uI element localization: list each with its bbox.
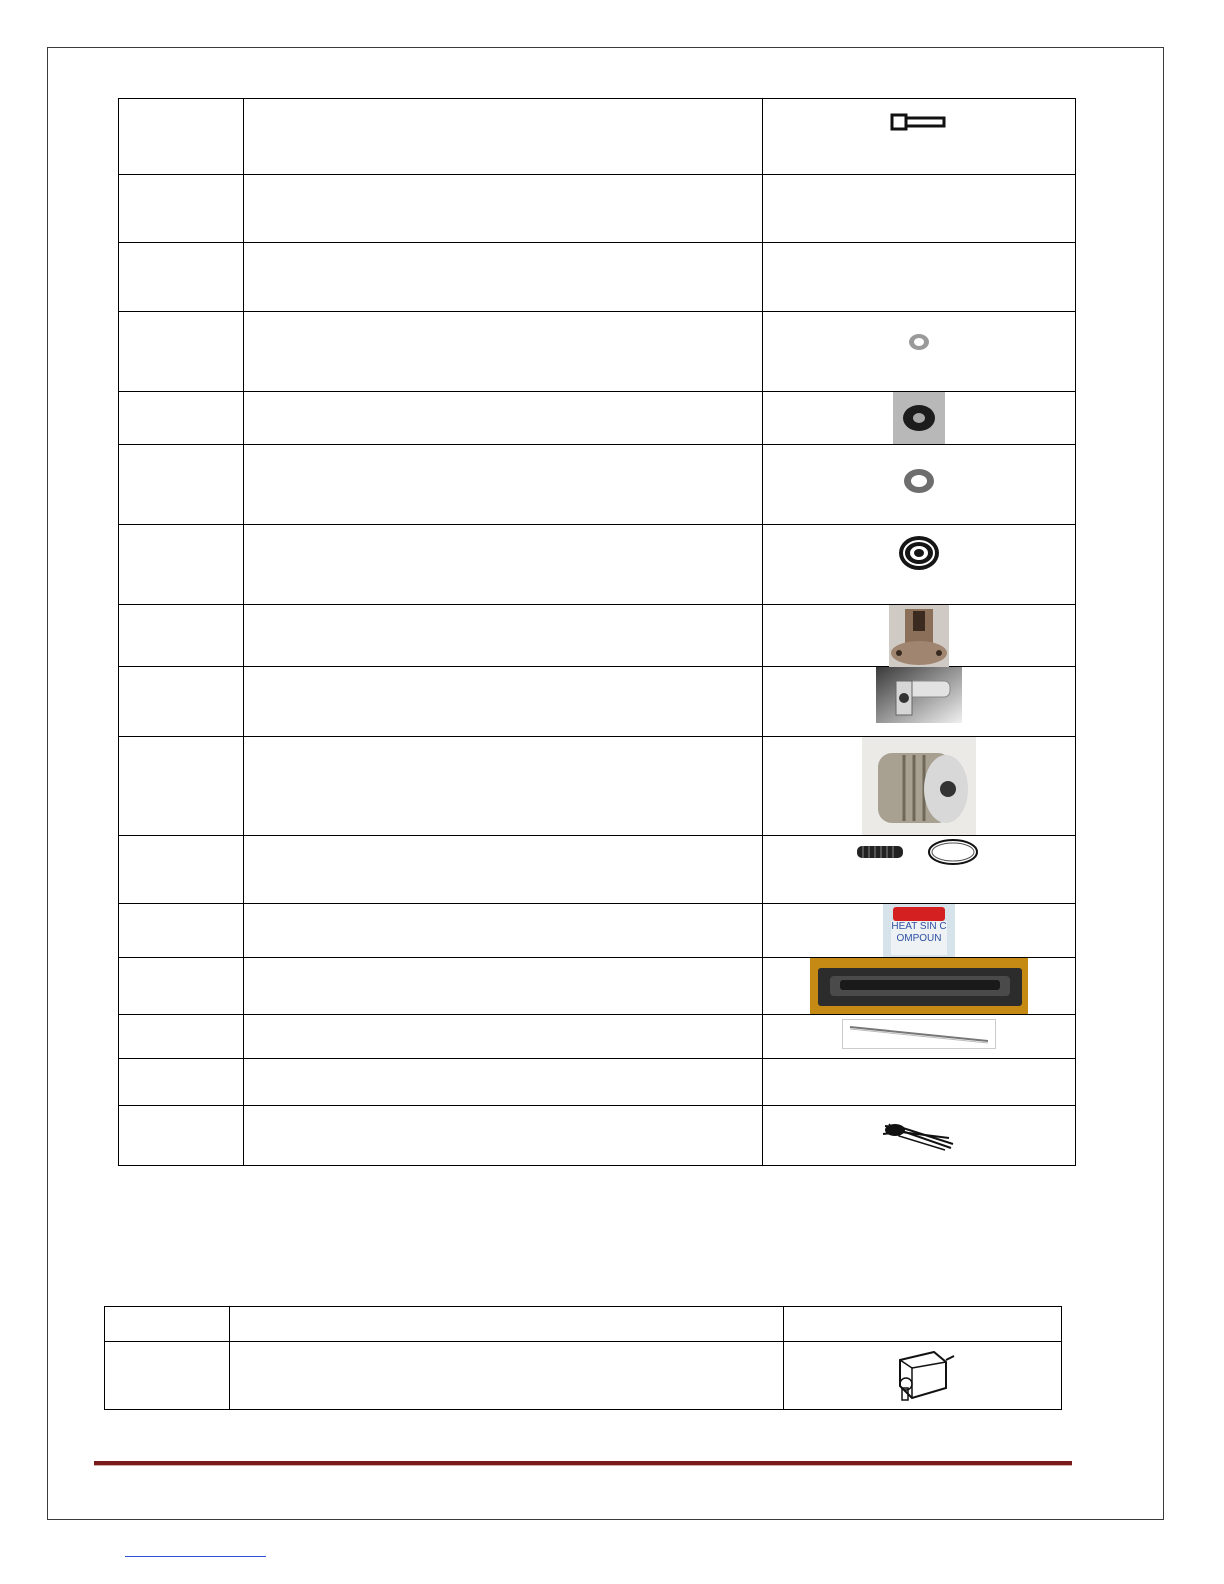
bearing-icon xyxy=(896,531,942,573)
table-row xyxy=(119,1059,1076,1106)
rod-photo-icon xyxy=(842,1019,996,1049)
picture-cell xyxy=(763,99,1076,175)
picture-cell xyxy=(784,1342,1062,1410)
shaft-coupler-photo-icon xyxy=(862,737,976,835)
picture-cell xyxy=(784,1307,1062,1342)
picture-cell xyxy=(763,904,1076,958)
description-cell xyxy=(244,445,763,525)
description-cell xyxy=(244,312,763,392)
item-number-cell xyxy=(119,904,244,958)
table-row xyxy=(119,605,1076,667)
item-number-cell xyxy=(119,99,244,175)
picture-cell xyxy=(763,243,1076,312)
description-cell xyxy=(244,667,763,737)
item-number-cell xyxy=(119,667,244,737)
table-row xyxy=(119,99,1076,175)
small-washer-icon xyxy=(907,332,931,352)
flat-washer-icon xyxy=(902,467,936,495)
spring-and-ring-icon xyxy=(855,838,983,868)
item-number-cell xyxy=(119,958,244,1015)
table-row xyxy=(119,1106,1076,1166)
item-number-cell xyxy=(105,1307,230,1342)
description-cell xyxy=(244,525,763,605)
table-row xyxy=(119,525,1076,605)
description-cell xyxy=(230,1307,784,1342)
picture-cell xyxy=(763,1059,1076,1106)
description-cell xyxy=(244,737,763,836)
picture-cell xyxy=(763,737,1076,836)
item-number-cell xyxy=(119,1015,244,1059)
item-number-cell xyxy=(105,1342,230,1410)
description-cell xyxy=(244,243,763,312)
parts-table xyxy=(118,98,1076,1166)
table-row xyxy=(119,904,1076,958)
picture-cell xyxy=(763,175,1076,243)
description-cell xyxy=(244,904,763,958)
item-number-cell xyxy=(119,175,244,243)
item-number-cell xyxy=(119,312,244,392)
picture-cell xyxy=(763,836,1076,904)
footer-rule xyxy=(94,1461,1072,1466)
item-number-cell xyxy=(119,1106,244,1166)
description-cell xyxy=(230,1342,784,1410)
table-row xyxy=(119,836,1076,904)
cable-ties-icon xyxy=(879,1118,959,1152)
description-cell xyxy=(244,958,763,1015)
linear-bearing-photo-icon xyxy=(876,667,962,723)
description-cell xyxy=(244,392,763,445)
description-cell xyxy=(244,836,763,904)
magnet-strip-photo-icon xyxy=(810,958,1028,1014)
item-number-cell xyxy=(119,445,244,525)
stepper-motor-icon xyxy=(890,1346,956,1404)
table-row xyxy=(119,445,1076,525)
item-number-cell xyxy=(119,1059,244,1106)
picture-cell xyxy=(763,1015,1076,1059)
picture-cell xyxy=(763,445,1076,525)
description-cell xyxy=(244,99,763,175)
flange-nut-photo-icon xyxy=(889,605,949,667)
description-cell xyxy=(244,1015,763,1059)
item-number-cell xyxy=(119,525,244,605)
picture-cell xyxy=(763,605,1076,667)
item-number-cell xyxy=(119,243,244,312)
table-row xyxy=(119,175,1076,243)
footer-link-underline[interactable] xyxy=(125,1556,266,1557)
description-cell xyxy=(244,1059,763,1106)
item-number-cell xyxy=(119,605,244,667)
picture-cell xyxy=(763,312,1076,392)
description-cell xyxy=(244,1106,763,1166)
table-row xyxy=(119,958,1076,1015)
item-number-cell xyxy=(119,392,244,445)
black-washer-photo-icon xyxy=(893,392,945,444)
picture-cell xyxy=(763,958,1076,1015)
picture-cell xyxy=(763,667,1076,737)
table-row xyxy=(119,312,1076,392)
compound-label: HEAT SIN COMPOUN xyxy=(891,921,947,955)
picture-cell xyxy=(763,1106,1076,1166)
picture-cell xyxy=(763,392,1076,445)
description-cell xyxy=(244,605,763,667)
picture-cell xyxy=(763,525,1076,605)
table-row xyxy=(119,667,1076,737)
description-cell xyxy=(244,175,763,243)
table-row xyxy=(105,1342,1062,1410)
table-row xyxy=(119,1015,1076,1059)
table-row xyxy=(119,737,1076,836)
table-row xyxy=(105,1307,1062,1342)
table-row xyxy=(119,243,1076,312)
table-row xyxy=(119,392,1076,445)
item-number-cell xyxy=(119,836,244,904)
heat-sink-compound-photo-icon xyxy=(883,904,955,957)
socket-head-screw-icon xyxy=(889,111,949,133)
item-number-cell xyxy=(119,737,244,836)
motor-table xyxy=(104,1306,1062,1410)
